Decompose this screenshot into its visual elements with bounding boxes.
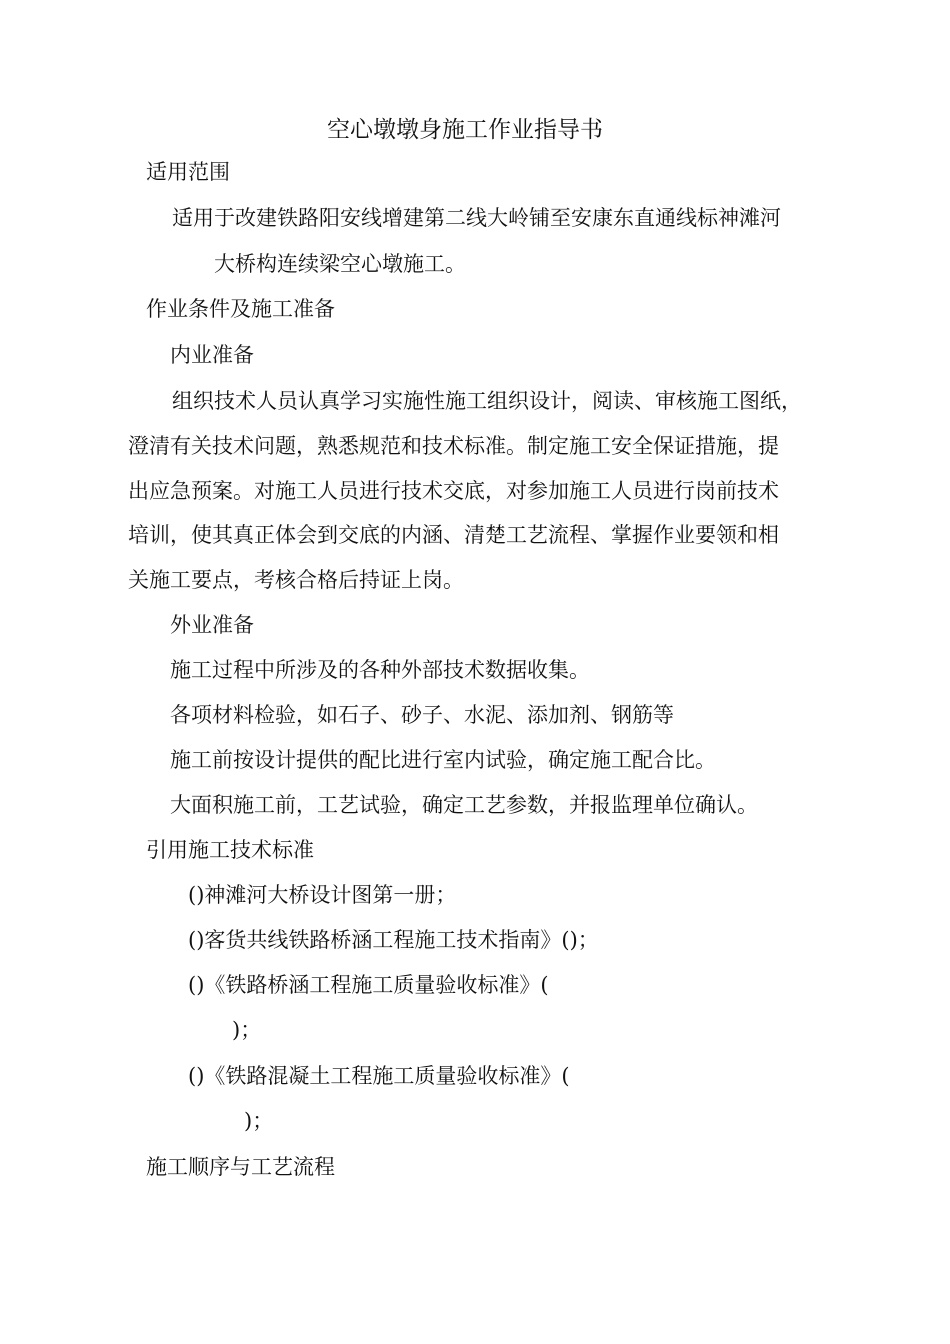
scope-text-line-1: 适用于改建铁路阳安线增建第二线大岭铺至安康东直通线标神滩河 bbox=[172, 206, 781, 230]
external-item: 施工过程中所涉及的各种外部技术数据收集。 bbox=[170, 658, 590, 682]
internal-paragraph-line: 关施工要点，考核合格后持证上岗。 bbox=[128, 568, 464, 592]
subsection-heading-external: 外业准备 bbox=[170, 613, 254, 637]
external-item: 各项材料检验，如石子、砂子、水泥、添加剂、钢筋等 bbox=[170, 703, 674, 727]
standard-item: ()《铁路混凝土工程施工质量验收标准》( bbox=[188, 1064, 570, 1088]
internal-paragraph-line: 培训，使其真正体会到交底的内涵、清楚工艺流程、掌握作业要领和相 bbox=[128, 523, 779, 547]
internal-paragraph-line: 澄清有关技术问题，熟悉规范和技术标准。制定施工安全保证措施，提 bbox=[128, 434, 779, 458]
standard-item: ()神滩河大桥设计图第一册； bbox=[188, 883, 457, 907]
external-item: 大面积施工前，工艺试验，确定工艺参数，并报监理单位确认。 bbox=[170, 793, 758, 817]
standard-item-continuation: )； bbox=[232, 1018, 262, 1042]
section-heading-standards: 引用施工技术标准 bbox=[146, 838, 314, 862]
document-title: 空心墩墩身施工作业指导书 bbox=[327, 117, 603, 143]
scope-text-line-2: 大桥构连续梁空心墩施工。 bbox=[214, 252, 466, 276]
section-heading-prep: 作业条件及施工准备 bbox=[146, 297, 335, 321]
standard-item: ()《铁路桥涵工程施工质量验收标准》( bbox=[188, 973, 549, 997]
internal-paragraph-line: 组织技术人员认真学习实施性施工组织设计，阅读、审核施工图纸， bbox=[172, 389, 802, 413]
external-item: 施工前按设计提供的配比进行室内试验，确定施工配合比。 bbox=[170, 748, 716, 772]
section-heading-scope: 适用范围 bbox=[146, 160, 230, 184]
internal-paragraph-line: 出应急预案。对施工人员进行技术交底，对参加施工人员进行岗前技术 bbox=[128, 479, 779, 503]
standard-item: ()客货共线铁路桥涵工程施工技术指南》()； bbox=[188, 928, 599, 952]
standard-item-continuation: )； bbox=[244, 1109, 274, 1133]
subsection-heading-internal: 内业准备 bbox=[170, 343, 254, 367]
section-heading-sequence: 施工顺序与工艺流程 bbox=[146, 1155, 335, 1179]
